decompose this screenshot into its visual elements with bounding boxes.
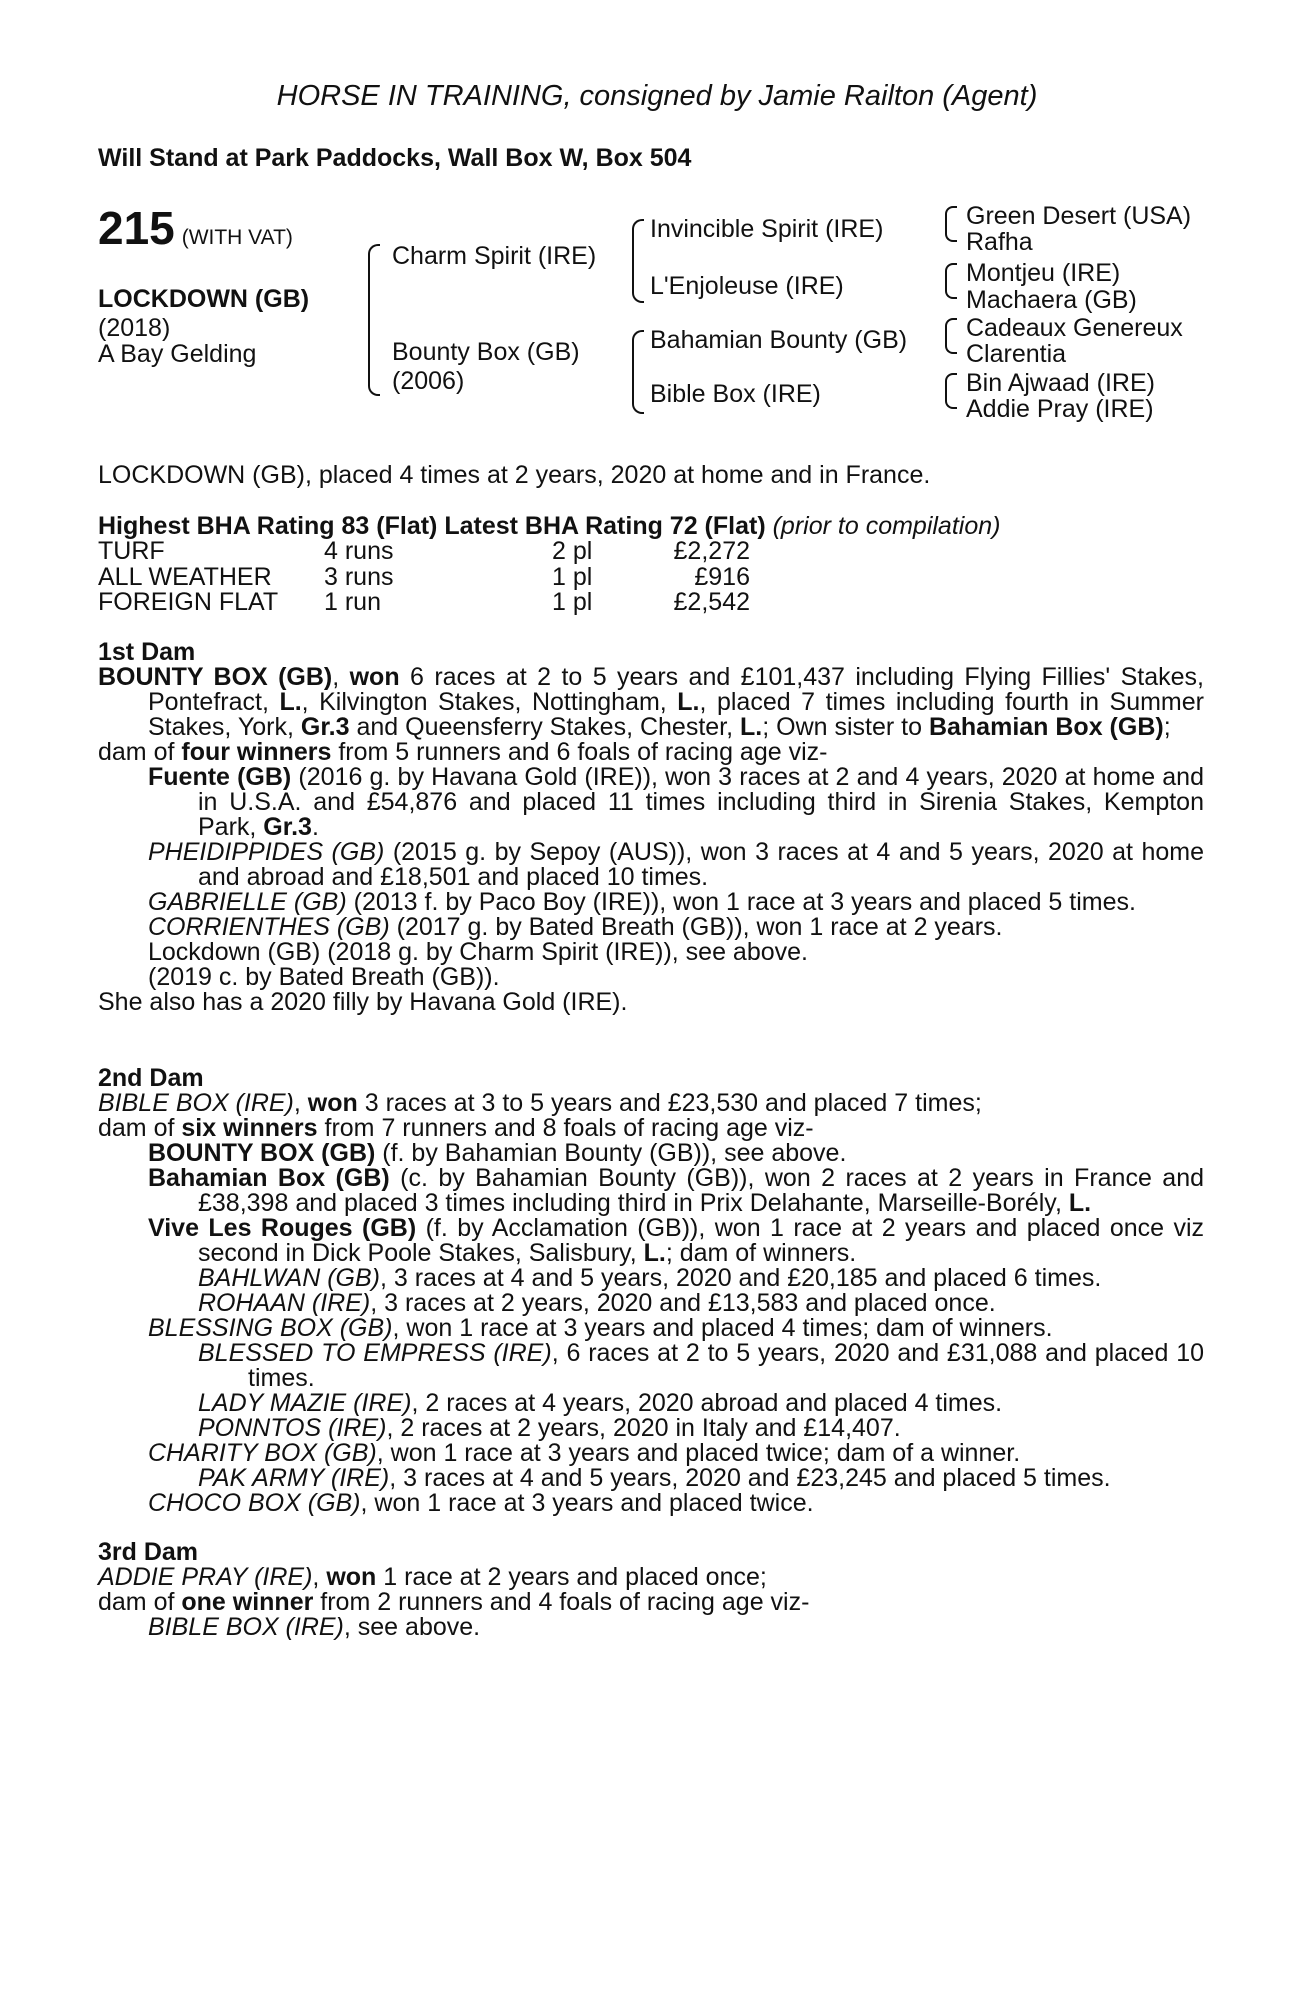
pedigree-brace — [368, 244, 380, 396]
dam-record: BOUNTY BOX (GB), won 6 races at 2 to 5 years and £101,437 including Flying Fillies' Stakes, Pontefract, L., Kilvington Stakes, Nottingham, L., placed 7 times including fourth in Summer Stakes, York, Gr.3 and Queensferry Stakes, Chester, L.; Own sister to Bahamian Box (GB); — [98, 663, 1204, 741]
pedigree-g7: Bin Ajwaad (IRE) — [966, 369, 1155, 397]
table-cell: £2,542 — [673, 588, 750, 616]
progeny-entry — [98, 1441, 1204, 1466]
section-title: 2nd Dam — [98, 1064, 204, 1092]
sister-name: Bahamian Box (GB) — [928, 713, 1164, 741]
horse-name: LOCKDOWN (GB) — [98, 285, 310, 313]
winners-count: one winner — [181, 1588, 314, 1616]
latest-rating: Latest BHA Rating 72 (Flat) — [444, 512, 766, 540]
record-text: from 7 runners and 8 foals of racing age viz- — [317, 1114, 814, 1142]
lot-number: 215 — [98, 202, 175, 254]
progeny-entry — [98, 1216, 1204, 1266]
progeny-name: GABRIELLE (GB) — [148, 888, 347, 916]
progeny-name: BLESSING BOX (GB) — [148, 1314, 393, 1342]
record-text: from 2 runners and 4 foals of racing age viz- — [313, 1588, 810, 1616]
pedigree-sire: Charm Spirit (IRE) — [392, 242, 597, 270]
listed-marker: L. — [279, 688, 302, 716]
progeny-entry — [98, 1316, 1204, 1341]
record-text: , 6 races at 2 to 5 years, 2020 and £31,088 and placed 10 times. — [248, 1339, 1204, 1392]
stand-location: Will Stand at Park Paddocks, Wall Box W, Box 504 — [98, 144, 692, 172]
pedigree-brace — [632, 219, 644, 303]
table-cell: £2,272 — [673, 537, 750, 565]
record-text: (2017 g. by Bated Breath (GB)), won 1 race at 2 years. — [389, 913, 1003, 941]
highest-rating: Highest BHA Rating 83 (Flat) — [98, 512, 438, 540]
progeny-name: BAHLWAN (GB) — [198, 1264, 380, 1292]
progeny-name: BIBLE BOX (IRE) — [148, 1613, 344, 1641]
record-text: , won 1 race at 3 years and placed 4 times; dam of winners. — [392, 1314, 1053, 1342]
progeny-entry — [98, 1266, 1204, 1291]
listed-marker: L. — [740, 713, 763, 741]
group-marker: Gr.3 — [263, 813, 312, 841]
record-text: , 3 races at 2 years, 2020 and £13,583 and placed once. — [370, 1289, 996, 1317]
progeny-entry: (2019 c. by Bated Breath (GB)). — [148, 963, 500, 991]
pedigree-brace — [945, 318, 957, 354]
listed-marker: L. — [677, 688, 700, 716]
progeny-name: PONNTOS (IRE) — [198, 1414, 387, 1442]
record-text: 1 race at 2 years and placed once; — [376, 1563, 767, 1591]
table-cell: ALL WEATHER — [98, 562, 272, 591]
table-cell: 4 runs — [324, 537, 394, 565]
record-text: , see above. — [343, 1613, 481, 1641]
second-dam-section — [98, 1066, 1204, 1516]
dam-name: BIBLE BOX (IRE) — [98, 1089, 294, 1117]
record-text: dam of — [98, 1114, 182, 1142]
section-title: 3rd Dam — [98, 1538, 199, 1566]
winners-count: six winners — [181, 1114, 318, 1142]
pedigree-dam-sire: Bahamian Bounty (GB) — [650, 326, 908, 354]
progeny-name: CHOCO BOX (GB) — [148, 1489, 361, 1517]
progeny-entry — [98, 1166, 1204, 1216]
race-summary: LOCKDOWN (GB), placed 4 times at 2 years, 2020 at home and in France. — [98, 461, 931, 489]
record-text: ; Own sister to — [762, 713, 929, 741]
progeny-name: CORRIENTHES (GB) — [148, 913, 390, 941]
progeny-name: Bahamian Box (GB) — [148, 1164, 390, 1192]
horse-description: A Bay Gelding — [98, 340, 257, 368]
dam-of-line — [98, 1590, 1204, 1615]
progeny-entry — [98, 1391, 1204, 1416]
pedigree-brace — [945, 263, 957, 299]
progeny-entry — [98, 1141, 1204, 1166]
pedigree-g8: Addie Pray (IRE) — [966, 395, 1154, 423]
table-row — [98, 590, 750, 616]
first-dam-section — [98, 640, 1204, 1015]
progeny-name: Vive Les Rouges (GB) — [148, 1214, 417, 1242]
record-text: , won 1 race at 3 years and placed twice; dam of a winner. — [376, 1439, 1021, 1467]
progeny-name: LADY MAZIE (IRE) — [198, 1389, 412, 1417]
pedigree-g4: Machaera (GB) — [966, 286, 1137, 314]
record-text: , 2 races at 4 years, 2020 abroad and placed 4 times. — [411, 1389, 1003, 1417]
pedigree-brace — [945, 206, 957, 242]
record-text: , placed 7 times including fourth in Summer Stakes, York, — [148, 688, 1204, 741]
table-cell: 2 pl — [552, 537, 593, 565]
bha-rating-line — [98, 514, 1000, 540]
progeny-entry — [98, 1491, 1204, 1516]
record-text: (2013 f. by Paco Boy (IRE)), won 1 race at 3 years and placed 5 times. — [346, 888, 1136, 916]
dam-record: ADDIE PRAY (IRE), won 1 race at 2 years and placed once; — [98, 1563, 767, 1591]
third-dam-section — [98, 1540, 1204, 1640]
progeny-entry — [98, 1341, 1204, 1391]
progeny-entry — [98, 1615, 1204, 1640]
lot-vat: (WITH VAT) — [181, 226, 293, 249]
progeny-name: PAK ARMY (IRE) — [198, 1464, 390, 1492]
pedigree-g1: Green Desert (USA) — [966, 202, 1192, 230]
progeny-entry — [98, 890, 1204, 915]
record-text: , won 1 race at 3 years and placed twice. — [360, 1489, 814, 1517]
record-text: (2015 g. by Sepoy (AUS)), won 3 races at 4 and 5 years, 2020 at home and abroad and £18,501 and placed 10 times. — [198, 838, 1205, 891]
progeny-entry — [98, 1466, 1204, 1491]
pedigree-dam-dam: Bible Box (IRE) — [650, 380, 821, 408]
record-text: and Queensferry Stakes, Chester, — [349, 713, 741, 741]
progeny-name: Fuente (GB) — [148, 763, 292, 791]
section-title: 1st Dam — [98, 638, 196, 666]
progeny-entry — [98, 765, 1204, 840]
record-text: 6 races at 2 to 5 years and £101,437 including Flying Fillies' Stakes, Pontefract, — [148, 663, 1204, 716]
progeny-name: BLESSED TO EMPRESS (IRE) — [198, 1339, 552, 1367]
record-text: dam of — [98, 738, 182, 766]
record-text: from 5 runners and 6 foals of racing age viz- — [331, 738, 828, 766]
pedigree-brace — [945, 373, 957, 409]
record-text: (c. by Bahamian Bounty (GB)), won 2 races at 2 years in France and £38,398 and placed 3 times including third in Prix Delahante, Marseille-Borély, — [198, 1164, 1205, 1217]
record-text: (f. by Bahamian Bounty (GB)), see above. — [375, 1139, 847, 1167]
progeny-name: BOUNTY BOX (GB) — [148, 1139, 376, 1167]
table-row — [98, 565, 750, 591]
progeny-entry — [98, 840, 1204, 890]
record-text: , 2 races at 2 years, 2020 in Italy and £14,407. — [386, 1414, 901, 1442]
table-cell: 1 pl — [552, 562, 593, 591]
pedigree-sire-dam: L'Enjoleuse (IRE) — [650, 272, 844, 300]
table-cell: 1 run — [324, 588, 381, 616]
listed-marker: L. — [1068, 1189, 1092, 1217]
pedigree-g2: Rafha — [966, 228, 1033, 256]
progeny-entry — [98, 1291, 1204, 1316]
dam-name: BOUNTY BOX (GB) — [98, 663, 333, 691]
record-text: , 3 races at 4 and 5 years, 2020 and £20,185 and placed 6 times. — [379, 1264, 1102, 1292]
winners-count: four winners — [181, 738, 332, 766]
progeny-name: ROHAAN (IRE) — [198, 1289, 371, 1317]
dam-of-line — [98, 1116, 1204, 1141]
progeny-entry: Lockdown (GB) (2018 g. by Charm Spirit (IRE)), see above. — [148, 938, 808, 966]
won-label: won — [349, 663, 400, 691]
pedigree-dam: Bounty Box (GB) — [392, 338, 580, 366]
table-cell: 1 pl — [552, 588, 593, 616]
record-text: dam of — [98, 1588, 182, 1616]
pedigree-dam-year: (2006) — [392, 367, 465, 395]
won-label: won — [307, 1089, 358, 1117]
rating-note: (prior to compilation) — [772, 512, 1001, 540]
table-cell: TURF — [98, 537, 165, 565]
table-cell: £916 — [694, 562, 750, 591]
pedigree-brace — [632, 330, 644, 414]
page-title: HORSE IN TRAINING, consigned by Jamie Railton (Agent) — [276, 80, 1038, 112]
listed-marker: L. — [643, 1239, 666, 1267]
group-marker: Gr.3 — [300, 713, 350, 741]
dam-record: BIBLE BOX (IRE), won 3 races at 3 to 5 years and £23,530 and placed 7 times; — [98, 1089, 982, 1117]
record-text: ; dam of winners. — [665, 1239, 857, 1267]
horse-year: (2018) — [98, 314, 171, 342]
record-text: , 3 races at 4 and 5 years, 2020 and £23,245 and placed 5 times. — [389, 1464, 1111, 1492]
record-text: 3 races at 3 to 5 years and £23,530 and placed 7 times; — [357, 1089, 982, 1117]
pedigree-sire-sire: Invincible Spirit (IRE) — [650, 215, 884, 243]
pedigree-g3: Montjeu (IRE) — [966, 259, 1121, 287]
runs-table — [98, 539, 750, 616]
record-text: , Kilvington Stakes, Nottingham, — [301, 688, 678, 716]
progeny-name: PHEIDIPPIDES (GB) — [148, 838, 385, 866]
dam-name: ADDIE PRAY (IRE) — [98, 1563, 313, 1591]
progeny-entry — [98, 915, 1204, 940]
record-text: . — [311, 813, 319, 841]
table-cell: FOREIGN FLAT — [98, 588, 279, 616]
record-text: ; — [1163, 713, 1171, 741]
progeny-entry — [98, 1416, 1204, 1441]
won-label: won — [326, 1563, 377, 1591]
pedigree-g5: Cadeaux Genereux — [966, 314, 1183, 342]
table-cell: 3 runs — [324, 562, 394, 591]
lot-number-block — [98, 202, 293, 254]
record-text: (f. by Acclamation (GB)), won 1 race at 2 years and placed once viz second in Dick Poole Stakes, Salisbury, — [198, 1214, 1205, 1267]
record-text: (2016 g. by Havana Gold (IRE)), won 3 races at 2 and 4 years, 2020 at home and in U.S.A. and £54,876 and placed 11 times including third in Sirenia Stakes, Kempton Park, — [198, 763, 1204, 841]
dam-of-line — [98, 740, 1204, 765]
progeny-name: CHARITY BOX (GB) — [148, 1439, 377, 1467]
also-line: She also has a 2020 filly by Havana Gold (IRE). — [98, 988, 628, 1016]
pedigree-g6: Clarentia — [966, 340, 1067, 368]
table-row — [98, 539, 750, 565]
